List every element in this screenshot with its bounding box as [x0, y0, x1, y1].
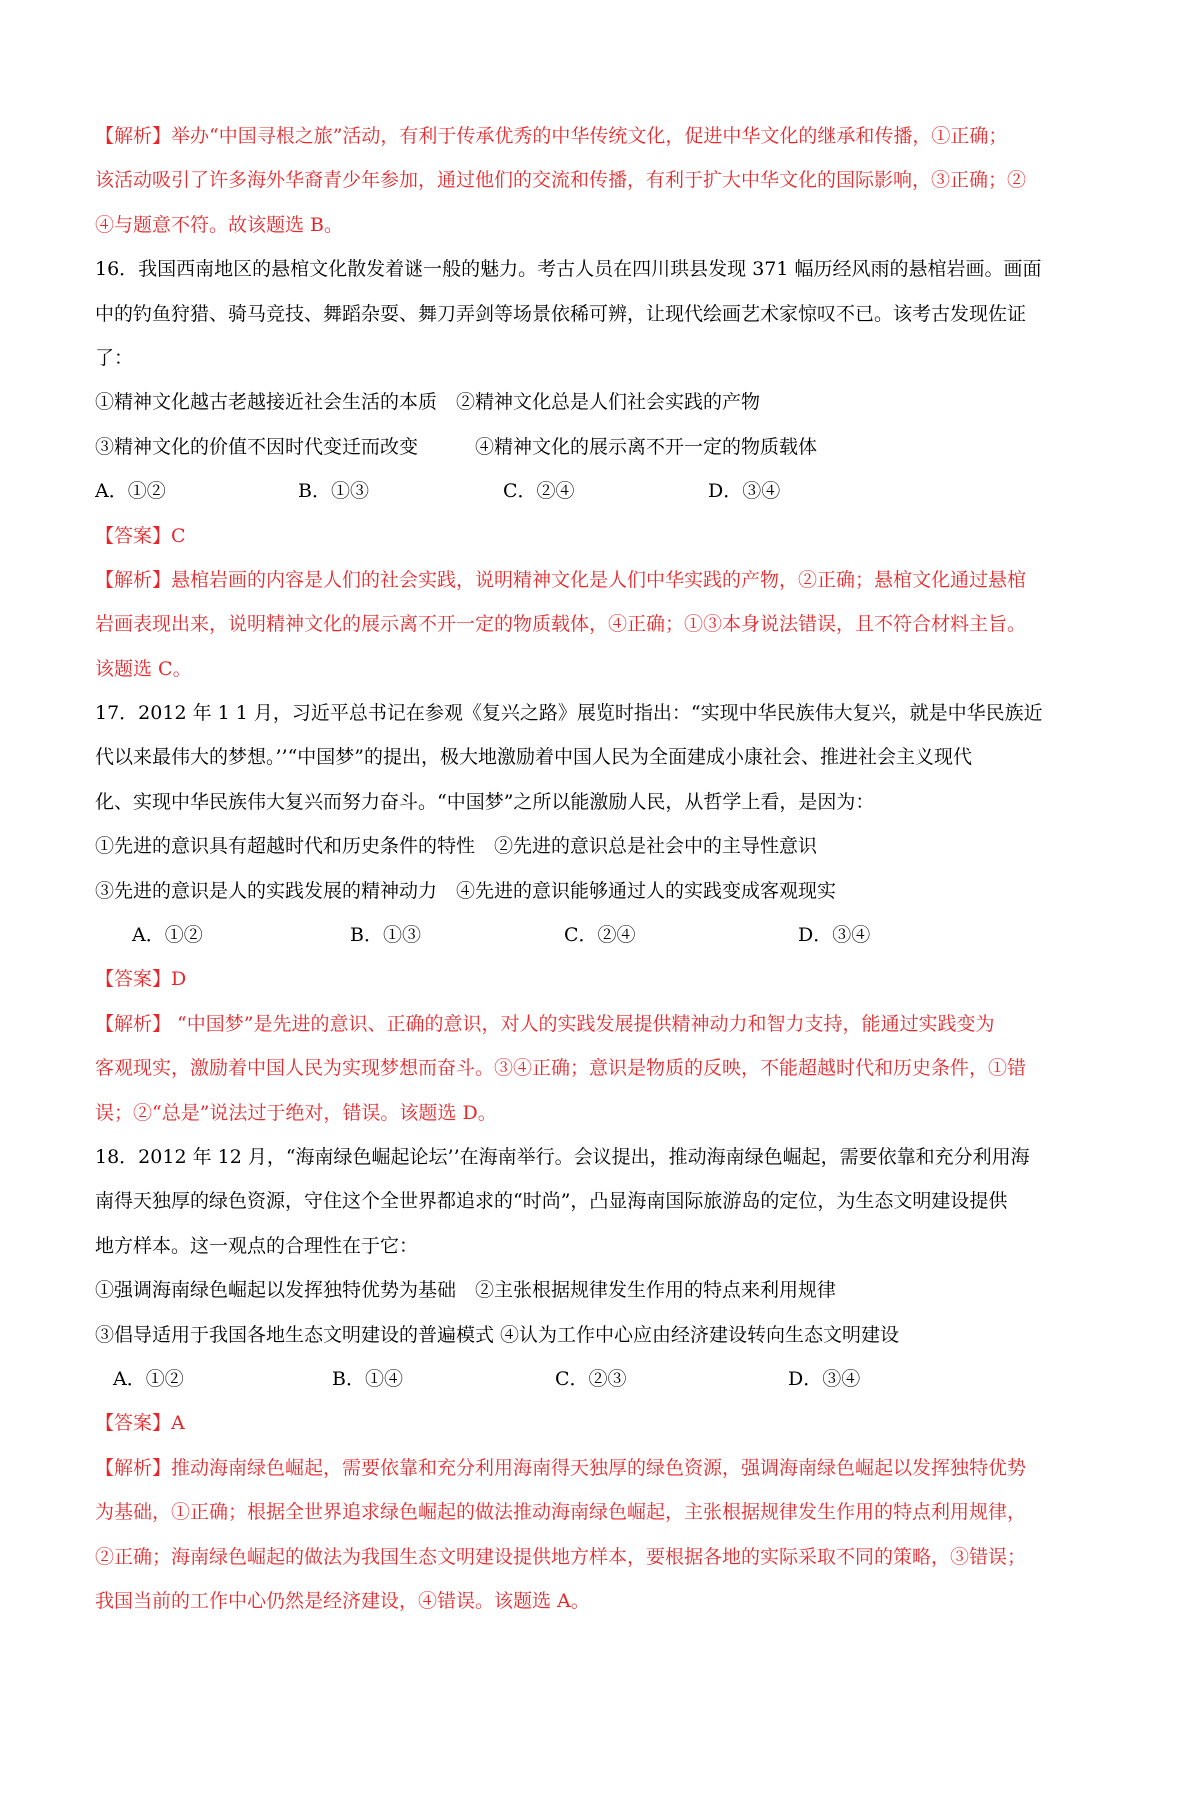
text-line: 【解析】悬棺岩画的内容是人们的社会实践，说明精神文化是人们中华实践的产物，②正确；悬棺文化通过悬棺 — [95, 568, 1027, 591]
text-line: 地方样本。这一观点的合理性在于它： — [95, 1234, 419, 1257]
text-line: 【解析】举办“中国寻根之旅”活动，有利于传承优秀的中华传统文化，促进中华文化的继承和传播，①正确； — [95, 125, 1008, 147]
answer-q18: 【答案】A — [95, 1412, 185, 1435]
option-c: C．②③ — [555, 1367, 627, 1390]
text-line: 【解析】推动海南绿色崛起，需要依靠和充分利用海南得天独厚的绿色资源，强调海南绿色崛起以发挥独特优势 — [95, 1456, 1027, 1479]
option-d: D．③④ — [708, 480, 781, 503]
analysis-q17 — [95, 1002, 1085, 1135]
option-c: C．②④ — [503, 480, 575, 503]
text-line: 18．2012 年 12 月，“海南绿色崛起论坛’’在海南举行。会议提出，推动海南绿色崛起，需要依靠和充分利用海 — [95, 1145, 1030, 1168]
options-q18 — [95, 1357, 1085, 1401]
options-q17 — [95, 913, 1085, 957]
text-line: 【解析】 “中国梦”是先进的意识、正确的意识，对人的实践发展提供精神动力和智力支持，能通过实践变为 — [95, 1012, 995, 1035]
question-18 — [95, 1135, 1085, 1357]
option-a: A．①② — [113, 1367, 184, 1390]
text-line: ②正确；海南绿色崛起的做法为我国生态文明建设提供地方样本，要根据各地的实际采取不同的策略，③错误； — [95, 1545, 1027, 1568]
text-line: 为基础，①正确；根据全世界追求绿色崛起的做法推动海南绿色崛起，主张根据规律发生作用的特点利用规律， — [95, 1501, 1027, 1524]
text-line: 客观现实，激励着中国人民为实现梦想而奋斗。③④正确；意识是物质的反映，不能超越时代和历史条件，①错 — [95, 1057, 1027, 1080]
text-line: ③精神文化的价值不因时代变迁而改变 ④精神文化的展示离不开一定的物质载体 — [95, 435, 818, 458]
text-line: ①先进的意识具有超越时代和历史条件的特性 ②先进的意识总是社会中的主导性意识 — [95, 835, 818, 858]
answer-q16: 【答案】C — [95, 524, 186, 547]
analysis-q16 — [95, 558, 1085, 691]
text-line: ④与题意不符。故该题选 B。 — [95, 213, 344, 236]
answer-q17: 【答案】D — [95, 968, 187, 991]
text-line: 16．我国西南地区的悬棺文化散发着谜一般的魅力。考古人员在四川珙县发现 371 幅历经风雨的悬棺岩画。画面 — [95, 258, 1042, 281]
text-line: 中的钓鱼狩猎、骑马竞技、舞蹈杂耍、舞刀弄剑等场景依稀可辨，让现代绘画艺术家惊叹不已。该考古发现佐证 — [95, 302, 1027, 325]
option-b: B．①③ — [350, 924, 421, 947]
question-16 — [95, 247, 1085, 469]
question-17 — [95, 691, 1085, 913]
text-line: 代以来最伟大的梦想。’’“中国梦”的提出，极大地激励着中国人民为全面建成小康社会、推进社会主义现代 — [95, 746, 973, 769]
text-line: 该活动吸引了许多海外华裔青少年参加，通过他们的交流和传播，有利于扩大中华文化的国际影响，③正确；② — [95, 169, 1027, 192]
text-line: 该题选 C。 — [95, 657, 192, 680]
text-line: ③倡导适用于我国各地生态文明建设的普遍模式 ④认为工作中心应由经济建设转向生态文明建设 — [95, 1323, 900, 1346]
option-a: A．①② — [95, 480, 166, 503]
text-line: 我国当前的工作中心仍然是经济建设，④错误。该题选 A。 — [95, 1589, 590, 1612]
text-line: 岩画表现出来，说明精神文化的展示离不开一定的物质载体，④正确；①③本身说法错误，且不符合材料主旨。 — [95, 613, 1027, 636]
text-line: 17．2012 年 1 1 月，习近平总书记在参观《复兴之路》展览时指出：“实现中华民族伟大复兴，就是中华民族近 — [95, 702, 1043, 725]
text-line: ①精神文化越古老越接近社会生活的本质 ②精神文化总是人们社会实践的产物 — [95, 391, 761, 414]
analysis-q18 — [95, 1446, 1085, 1624]
options-q16 — [95, 469, 1085, 513]
analysis-q15 — [95, 114, 1085, 247]
text-line: 了： — [95, 346, 134, 369]
text-line: ①强调海南绿色崛起以发挥独特优势为基础 ②主张根据规律发生作用的特点来利用规律 — [95, 1279, 837, 1302]
option-b: B．①③ — [298, 480, 369, 503]
text-line: 南得天独厚的绿色资源，守住这个全世界都追求的“时尚”，凸显海南国际旅游岛的定位，为生态文明建设提供 — [95, 1190, 1008, 1213]
option-d: D．③④ — [798, 924, 871, 947]
option-b: B．①④ — [332, 1367, 403, 1390]
text-line: 化、实现中华民族伟大复兴而努力奋斗。“中国梦”之所以能激励人民，从哲学上看，是因为： — [95, 790, 875, 813]
text-line: ③先进的意识是人的实践发展的精神动力 ④先进的意识能够通过人的实践变成客观现实 — [95, 879, 837, 902]
document-page — [95, 114, 1085, 1623]
option-d: D．③④ — [788, 1367, 861, 1390]
text-line: 误；②“总是”说法过于绝对，错误。该题选 D。 — [95, 1101, 497, 1124]
option-a: A．①② — [132, 924, 203, 947]
option-c: C．②④ — [564, 924, 636, 947]
